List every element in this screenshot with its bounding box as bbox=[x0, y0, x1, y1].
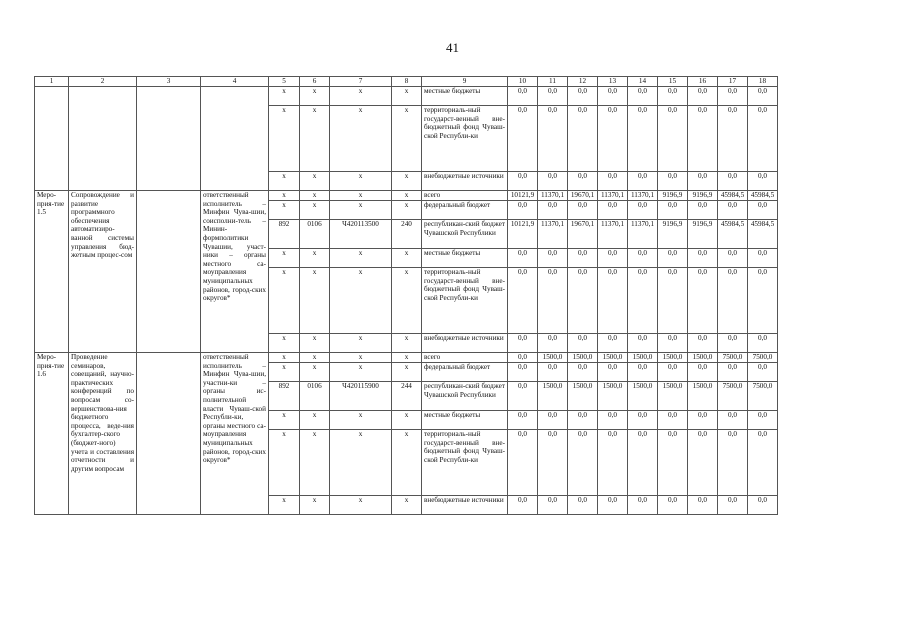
code-cell: 892 bbox=[269, 220, 300, 249]
value-cell: 9196,9 bbox=[658, 220, 688, 249]
value-cell: 0,0 bbox=[508, 496, 538, 515]
code-cell: x bbox=[330, 411, 392, 430]
value-cell: 0,0 bbox=[628, 334, 658, 353]
empty-cell bbox=[201, 87, 269, 191]
funding-source: федеральный бюджет bbox=[422, 201, 508, 220]
value-cell: 0,0 bbox=[598, 249, 628, 268]
column-header: 11 bbox=[538, 77, 568, 87]
code-cell: x bbox=[330, 172, 392, 191]
value-cell: 1500,0 bbox=[598, 382, 628, 411]
code-cell: x bbox=[269, 201, 300, 220]
value-cell: 7500,0 bbox=[748, 353, 778, 363]
column-header: 13 bbox=[598, 77, 628, 87]
code-cell: x bbox=[269, 268, 300, 334]
code-cell: 244 bbox=[392, 382, 422, 411]
column-header: 5 bbox=[269, 77, 300, 87]
value-cell: 0,0 bbox=[508, 249, 538, 268]
value-cell: 0,0 bbox=[658, 496, 688, 515]
value-cell: 0,0 bbox=[658, 201, 688, 220]
event-label: Меро-прия-тие 1.6 bbox=[35, 353, 69, 515]
value-cell: 0,0 bbox=[598, 106, 628, 172]
value-cell: 19670,1 bbox=[568, 191, 598, 201]
value-cell: 0,0 bbox=[538, 334, 568, 353]
code-cell: x bbox=[269, 191, 300, 201]
value-cell: 0,0 bbox=[538, 172, 568, 191]
value-cell: 0,0 bbox=[508, 172, 538, 191]
value-cell: 0,0 bbox=[628, 201, 658, 220]
code-cell: x bbox=[330, 353, 392, 363]
value-cell: 1500,0 bbox=[688, 382, 718, 411]
value-cell: 9196,9 bbox=[688, 191, 718, 201]
value-cell: 0,0 bbox=[658, 106, 688, 172]
column-header: 4 bbox=[201, 77, 269, 87]
code-cell: x bbox=[300, 334, 330, 353]
value-cell: 0,0 bbox=[688, 172, 718, 191]
funding-source: местные бюджеты bbox=[422, 249, 508, 268]
value-cell: 11370,1 bbox=[598, 220, 628, 249]
event-name: Сопровождение и развитие программного обеспечения автоматизиро-ванной системы управления бюд-жетным процес-сом bbox=[69, 191, 137, 353]
value-cell: 0,0 bbox=[508, 353, 538, 363]
value-cell: 0,0 bbox=[538, 87, 568, 106]
code-cell: x bbox=[269, 249, 300, 268]
value-cell: 0,0 bbox=[628, 249, 658, 268]
empty-cell bbox=[137, 353, 201, 515]
value-cell: 0,0 bbox=[568, 87, 598, 106]
funding-source: республикан-ский бюджет Чувашской Республики bbox=[422, 220, 508, 249]
funding-source: территориаль-ный государст-венный вне-бюджетный фонд Чуваш-ской Республи-ки bbox=[422, 430, 508, 496]
value-cell: 0,0 bbox=[508, 382, 538, 411]
empty-cell bbox=[69, 87, 137, 191]
value-cell: 0,0 bbox=[718, 172, 748, 191]
value-cell: 0,0 bbox=[688, 106, 718, 172]
value-cell: 0,0 bbox=[688, 87, 718, 106]
column-header: 17 bbox=[718, 77, 748, 87]
value-cell: 0,0 bbox=[628, 106, 658, 172]
value-cell: 11370,1 bbox=[628, 191, 658, 201]
value-cell: 0,0 bbox=[658, 363, 688, 382]
value-cell: 11370,1 bbox=[628, 220, 658, 249]
code-cell: x bbox=[392, 363, 422, 382]
value-cell: 0,0 bbox=[508, 334, 538, 353]
value-cell: 0,0 bbox=[568, 496, 598, 515]
code-cell: x bbox=[330, 363, 392, 382]
code-cell: x bbox=[392, 106, 422, 172]
value-cell: 0,0 bbox=[568, 430, 598, 496]
code-cell: x bbox=[300, 87, 330, 106]
value-cell: 0,0 bbox=[568, 363, 598, 382]
value-cell: 0,0 bbox=[538, 363, 568, 382]
code-cell: x bbox=[392, 87, 422, 106]
value-cell: 0,0 bbox=[628, 268, 658, 334]
value-cell: 45984,5 bbox=[718, 191, 748, 201]
value-cell: 0,0 bbox=[598, 268, 628, 334]
code-cell: x bbox=[330, 268, 392, 334]
value-cell: 0,0 bbox=[748, 430, 778, 496]
code-cell: x bbox=[269, 411, 300, 430]
funding-source: местные бюджеты bbox=[422, 87, 508, 106]
value-cell: 0,0 bbox=[598, 201, 628, 220]
value-cell: 1500,0 bbox=[688, 353, 718, 363]
code-cell: x bbox=[269, 353, 300, 363]
code-cell: x bbox=[330, 106, 392, 172]
value-cell: 7500,0 bbox=[718, 353, 748, 363]
value-cell: 0,0 bbox=[748, 496, 778, 515]
code-cell: x bbox=[392, 430, 422, 496]
value-cell: 0,0 bbox=[568, 106, 598, 172]
value-cell: 0,0 bbox=[688, 334, 718, 353]
funding-source: всего bbox=[422, 353, 508, 363]
code-cell: x bbox=[392, 411, 422, 430]
value-cell: 10121,9 bbox=[508, 191, 538, 201]
value-cell: 0,0 bbox=[508, 411, 538, 430]
value-cell: 0,0 bbox=[688, 268, 718, 334]
value-cell: 0,0 bbox=[628, 363, 658, 382]
value-cell: 0,0 bbox=[718, 249, 748, 268]
value-cell: 10121,9 bbox=[508, 220, 538, 249]
column-header: 16 bbox=[688, 77, 718, 87]
value-cell: 0,0 bbox=[718, 201, 748, 220]
code-cell: x bbox=[300, 363, 330, 382]
column-header: 6 bbox=[300, 77, 330, 87]
value-cell: 9196,9 bbox=[688, 220, 718, 249]
column-header: 2 bbox=[69, 77, 137, 87]
value-cell: 0,0 bbox=[748, 106, 778, 172]
value-cell: 0,0 bbox=[688, 411, 718, 430]
value-cell: 1500,0 bbox=[628, 382, 658, 411]
code-cell: x bbox=[392, 249, 422, 268]
table-row bbox=[35, 87, 778, 106]
column-header: 10 bbox=[508, 77, 538, 87]
value-cell: 0,0 bbox=[718, 411, 748, 430]
value-cell: 0,0 bbox=[688, 496, 718, 515]
value-cell: 11370,1 bbox=[598, 191, 628, 201]
value-cell: 0,0 bbox=[508, 363, 538, 382]
value-cell: 0,0 bbox=[658, 334, 688, 353]
value-cell: 0,0 bbox=[568, 172, 598, 191]
header-row bbox=[35, 77, 778, 87]
value-cell: 0,0 bbox=[658, 87, 688, 106]
code-cell: x bbox=[269, 334, 300, 353]
code-cell: x bbox=[300, 249, 330, 268]
value-cell: 0,0 bbox=[598, 430, 628, 496]
value-cell: 0,0 bbox=[538, 268, 568, 334]
value-cell: 0,0 bbox=[748, 411, 778, 430]
value-cell: 0,0 bbox=[748, 87, 778, 106]
code-cell: x bbox=[300, 411, 330, 430]
value-cell: 0,0 bbox=[568, 201, 598, 220]
value-cell: 0,0 bbox=[748, 201, 778, 220]
code-cell: x bbox=[392, 334, 422, 353]
value-cell: 0,0 bbox=[748, 363, 778, 382]
funding-source: республикан-ский бюджет Чувашской Республики bbox=[422, 382, 508, 411]
value-cell: 0,0 bbox=[748, 268, 778, 334]
value-cell: 1500,0 bbox=[538, 382, 568, 411]
code-cell: x bbox=[269, 430, 300, 496]
code-cell: x bbox=[392, 191, 422, 201]
code-cell: 240 bbox=[392, 220, 422, 249]
value-cell: 0,0 bbox=[718, 268, 748, 334]
event-executors: ответственный исполнитель – Минфин Чува-шии, участни-ки – органы ис-полнительной власти Чуваш-ской Республи-ки, органы местного са-моуправления муниципальных районов, город-ских округов* bbox=[201, 353, 269, 515]
code-cell: x bbox=[300, 191, 330, 201]
event-executors: ответственный исполнитель – Минфин Чува-шии, соисполни-тель – Минин-формполитики Чувашии, участ-ники – органы местного са-моуправления муниципальных районов, город-ских округов* bbox=[201, 191, 269, 353]
value-cell: 1500,0 bbox=[568, 353, 598, 363]
value-cell: 1500,0 bbox=[598, 353, 628, 363]
code-cell: x bbox=[330, 430, 392, 496]
value-cell: 0,0 bbox=[538, 430, 568, 496]
value-cell: 11370,1 bbox=[538, 191, 568, 201]
column-header: 1 bbox=[35, 77, 69, 87]
value-cell: 0,0 bbox=[508, 430, 538, 496]
code-cell: x bbox=[269, 172, 300, 191]
funding-source: федеральный бюджет bbox=[422, 363, 508, 382]
value-cell: 0,0 bbox=[748, 172, 778, 191]
column-header: 7 bbox=[330, 77, 392, 87]
code-cell: x bbox=[300, 353, 330, 363]
value-cell: 0,0 bbox=[568, 334, 598, 353]
code-cell: 0106 bbox=[300, 220, 330, 249]
value-cell: 0,0 bbox=[538, 106, 568, 172]
page-number: 41 bbox=[446, 40, 459, 55]
code-cell: x bbox=[392, 268, 422, 334]
funding-source: территориаль-ный государст-венный вне-бюджетный фонд Чуваш-ской Республи-ки bbox=[422, 106, 508, 172]
funding-source: всего bbox=[422, 191, 508, 201]
value-cell: 0,0 bbox=[538, 201, 568, 220]
value-cell: 0,0 bbox=[658, 268, 688, 334]
code-cell: x bbox=[392, 353, 422, 363]
event-name: Проведение семинаров, совещаний, научно-практических конференций по вопросам со-вершенствова-ния бюджетного процесса, веде-ния бухгалтер-ского (бюджет-ного) учета и составления отчетности и другим вопросам bbox=[69, 353, 137, 515]
column-header: 9 bbox=[422, 77, 508, 87]
funding-source: территориаль-ный государст-венный вне-бюджетный фонд Чуваш-ской Республи-ки bbox=[422, 268, 508, 334]
column-header: 14 bbox=[628, 77, 658, 87]
value-cell: 7500,0 bbox=[748, 382, 778, 411]
value-cell: 19670,1 bbox=[568, 220, 598, 249]
column-header: 18 bbox=[748, 77, 778, 87]
value-cell: 0,0 bbox=[658, 249, 688, 268]
value-cell: 0,0 bbox=[598, 87, 628, 106]
value-cell: 0,0 bbox=[568, 411, 598, 430]
code-cell: x bbox=[392, 496, 422, 515]
value-cell: 45984,5 bbox=[748, 191, 778, 201]
table-row bbox=[35, 353, 778, 363]
code-cell: 0106 bbox=[300, 382, 330, 411]
value-cell: 0,0 bbox=[628, 430, 658, 496]
code-cell: x bbox=[300, 201, 330, 220]
value-cell: 0,0 bbox=[628, 411, 658, 430]
value-cell: 1500,0 bbox=[628, 353, 658, 363]
column-header: 8 bbox=[392, 77, 422, 87]
value-cell: 0,0 bbox=[658, 172, 688, 191]
value-cell: 0,0 bbox=[718, 87, 748, 106]
funding-source: внебюджетные источники bbox=[422, 172, 508, 191]
value-cell: 0,0 bbox=[508, 268, 538, 334]
code-cell: Ч420115900 bbox=[330, 382, 392, 411]
code-cell: x bbox=[300, 172, 330, 191]
column-header: 3 bbox=[137, 77, 201, 87]
code-cell: x bbox=[392, 172, 422, 191]
value-cell: 0,0 bbox=[748, 249, 778, 268]
value-cell: 0,0 bbox=[538, 249, 568, 268]
value-cell: 0,0 bbox=[688, 249, 718, 268]
code-cell: x bbox=[269, 363, 300, 382]
code-cell: x bbox=[300, 496, 330, 515]
column-header: 12 bbox=[568, 77, 598, 87]
value-cell: 0,0 bbox=[718, 430, 748, 496]
value-cell: 7500,0 bbox=[718, 382, 748, 411]
code-cell: x bbox=[392, 201, 422, 220]
empty-cell bbox=[137, 191, 201, 353]
value-cell: 0,0 bbox=[508, 87, 538, 106]
budget-table bbox=[34, 76, 778, 515]
empty-cell bbox=[35, 87, 69, 191]
value-cell: 0,0 bbox=[628, 87, 658, 106]
value-cell: 0,0 bbox=[568, 249, 598, 268]
value-cell: 9196,9 bbox=[658, 191, 688, 201]
code-cell: x bbox=[330, 87, 392, 106]
value-cell: 0,0 bbox=[598, 411, 628, 430]
code-cell: Ч420113500 bbox=[330, 220, 392, 249]
value-cell: 1500,0 bbox=[538, 353, 568, 363]
value-cell: 0,0 bbox=[508, 201, 538, 220]
code-cell: x bbox=[330, 201, 392, 220]
column-header: 15 bbox=[658, 77, 688, 87]
value-cell: 0,0 bbox=[598, 496, 628, 515]
value-cell: 1500,0 bbox=[658, 382, 688, 411]
event-label: Меро-прия-тие 1.5 bbox=[35, 191, 69, 353]
value-cell: 1500,0 bbox=[568, 382, 598, 411]
value-cell: 0,0 bbox=[598, 363, 628, 382]
value-cell: 0,0 bbox=[628, 496, 658, 515]
value-cell: 0,0 bbox=[568, 268, 598, 334]
code-cell: x bbox=[300, 430, 330, 496]
value-cell: 0,0 bbox=[658, 411, 688, 430]
code-cell: x bbox=[330, 496, 392, 515]
code-cell: x bbox=[269, 496, 300, 515]
funding-source: внебюджетные источники bbox=[422, 334, 508, 353]
value-cell: 11370,1 bbox=[538, 220, 568, 249]
value-cell: 0,0 bbox=[688, 201, 718, 220]
value-cell: 0,0 bbox=[538, 411, 568, 430]
value-cell: 0,0 bbox=[718, 106, 748, 172]
value-cell: 0,0 bbox=[718, 363, 748, 382]
value-cell: 0,0 bbox=[628, 172, 658, 191]
value-cell: 0,0 bbox=[688, 430, 718, 496]
value-cell: 0,0 bbox=[538, 496, 568, 515]
value-cell: 0,0 bbox=[598, 334, 628, 353]
value-cell: 0,0 bbox=[658, 430, 688, 496]
funding-source: внебюджетные источники bbox=[422, 496, 508, 515]
code-cell: x bbox=[300, 106, 330, 172]
value-cell: 45984,5 bbox=[748, 220, 778, 249]
code-cell: x bbox=[330, 249, 392, 268]
value-cell: 45984,5 bbox=[718, 220, 748, 249]
code-cell: x bbox=[330, 334, 392, 353]
value-cell: 0,0 bbox=[718, 334, 748, 353]
empty-cell bbox=[137, 87, 201, 191]
code-cell: x bbox=[269, 106, 300, 172]
value-cell: 0,0 bbox=[718, 496, 748, 515]
funding-source: местные бюджеты bbox=[422, 411, 508, 430]
value-cell: 0,0 bbox=[598, 172, 628, 191]
value-cell: 0,0 bbox=[748, 334, 778, 353]
table-row bbox=[35, 191, 778, 201]
code-cell: x bbox=[330, 191, 392, 201]
code-cell: x bbox=[300, 268, 330, 334]
code-cell: x bbox=[269, 87, 300, 106]
code-cell: 892 bbox=[269, 382, 300, 411]
value-cell: 0,0 bbox=[508, 106, 538, 172]
value-cell: 0,0 bbox=[688, 363, 718, 382]
value-cell: 1500,0 bbox=[658, 353, 688, 363]
